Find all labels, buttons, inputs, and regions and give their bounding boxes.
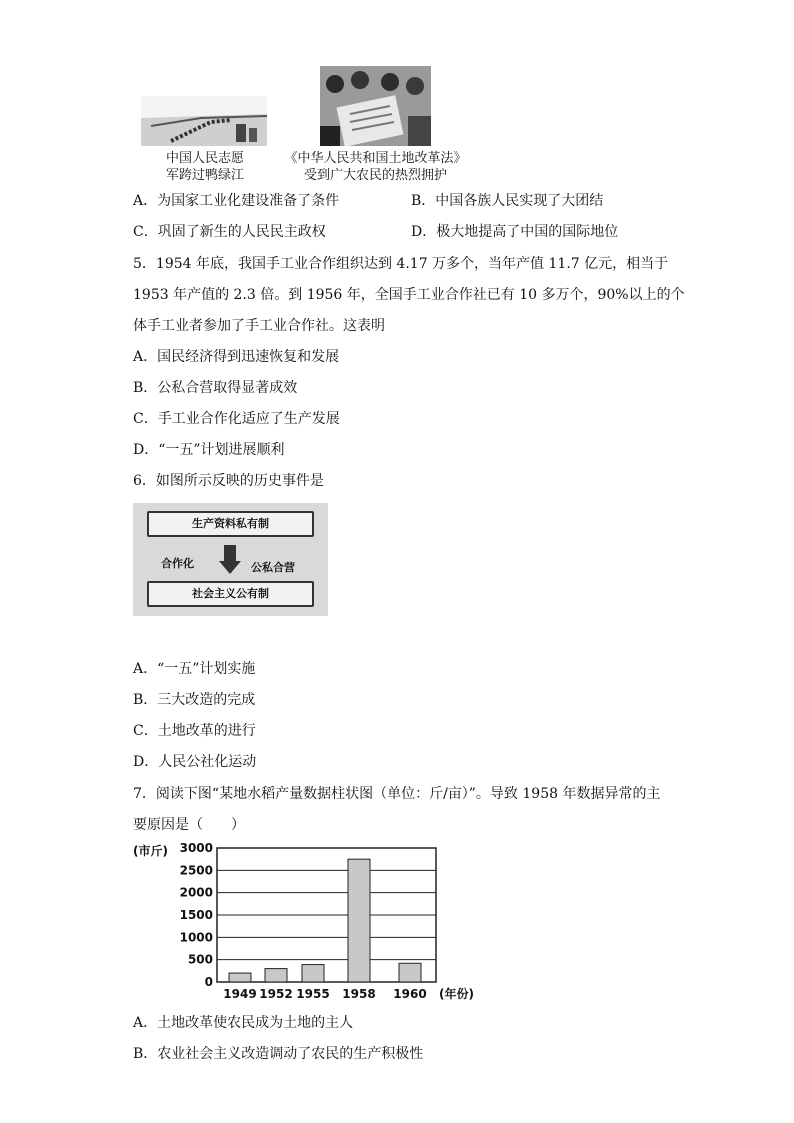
y-tick-label: 3000: [179, 841, 213, 855]
diagram-bottom-box: 社会主义公有制: [147, 581, 314, 607]
q7-stem-line: 7．阅读下图“某地水稻产量数据柱状图（单位：斤/亩）”。导致 1958 年数据异常的主: [133, 786, 661, 802]
q5-option-d[interactable]: D．“一五”计划进展顺利: [133, 442, 285, 458]
x-tick-label: 1952: [259, 987, 293, 1001]
q6-option-a[interactable]: A．“一五”计划实施: [133, 661, 256, 677]
q5-stem-line: 5．1954 年底，我国手工业合作组织达到 4.17 万多个，当年产值 11.7 亿元，相当于: [133, 256, 669, 272]
q5-option-c[interactable]: C．手工业合作化适应了生产发展: [133, 411, 340, 427]
q5-option-b[interactable]: B．公私合营取得显著成效: [133, 380, 298, 396]
q6-option-b[interactable]: B．三大改造的完成: [133, 692, 256, 708]
diagram-left-label: 合作化: [161, 557, 194, 570]
y-tick-label: 1000: [179, 930, 213, 945]
bar-1960: [399, 963, 421, 982]
y-tick-label: 0: [204, 975, 213, 989]
x-tick-label: 1955: [296, 987, 330, 1001]
photo-caption-right: [278, 150, 473, 184]
q5-option-a[interactable]: A．国民经济得到迅速恢复和发展: [133, 349, 340, 365]
q7-option-b[interactable]: B．农业社会主义改造调动了农民的生产积极性: [133, 1046, 424, 1062]
diagram-top-box: 生产资料私有制: [147, 511, 314, 537]
q4-option-d[interactable]: D．极大地提高了中国的国际地位: [411, 224, 619, 240]
q4-option-b[interactable]: B．中国各族人民实现了大团结: [411, 193, 604, 209]
land-reform-photo: [320, 66, 431, 146]
q6-option-c[interactable]: C．土地改革的进行: [133, 723, 256, 739]
caption-line: 中国人民志愿: [165, 151, 244, 166]
diagram-right-label: 公私合营: [251, 561, 295, 574]
ownership-diagram: [133, 503, 328, 616]
y-tick-label: 2500: [179, 863, 213, 878]
q4-option-a[interactable]: A．为国家工业化建设准备了条件: [133, 193, 340, 209]
bar-1958: [348, 859, 370, 982]
q7-option-a[interactable]: A．土地改革使农民成为土地的主人: [133, 1015, 354, 1031]
x-tick-label: 1960: [393, 987, 427, 1001]
y-tick-label: 2000: [179, 885, 213, 900]
down-arrow-icon: [219, 545, 241, 575]
volunteer-army-photo: [141, 96, 267, 146]
bar-1952: [265, 969, 287, 982]
q5-stem-line: 体手工业者参加了手工业合作社。这表明: [133, 318, 385, 334]
q5-stem-line: 1953 年产值的 2.3 倍。到 1956 年，全国手工业合作社已有 10 多万个，90%以上的个: [133, 287, 685, 303]
y-tick-label: 500: [187, 952, 213, 967]
caption-line: 受到广大农民的热烈拥护: [303, 168, 447, 183]
q6-stem: 6．如图所示反映的历史事件是: [133, 473, 324, 489]
x-tick-label: 1958: [342, 987, 376, 1001]
photo-caption-left: [150, 150, 260, 184]
rice-yield-bar-chart: [133, 840, 478, 1005]
y-axis-label: (市斤): [133, 844, 168, 858]
q6-option-d[interactable]: D．人民公社化运动: [133, 754, 257, 770]
y-tick-label: 1500: [179, 908, 213, 922]
bar-1955: [302, 965, 324, 982]
caption-line: 《中华人民共和国土地改革法》: [284, 151, 467, 166]
caption-line: 军跨过鸭绿江: [165, 168, 244, 183]
x-tick-label: 1949: [223, 987, 257, 1001]
bar-1949: [229, 973, 251, 982]
q4-option-c[interactable]: C．巩固了新生的人民民主政权: [133, 224, 326, 240]
q7-stem-line: 要原因是（ ）: [133, 817, 245, 833]
x-axis-label: (年份): [439, 987, 474, 1001]
